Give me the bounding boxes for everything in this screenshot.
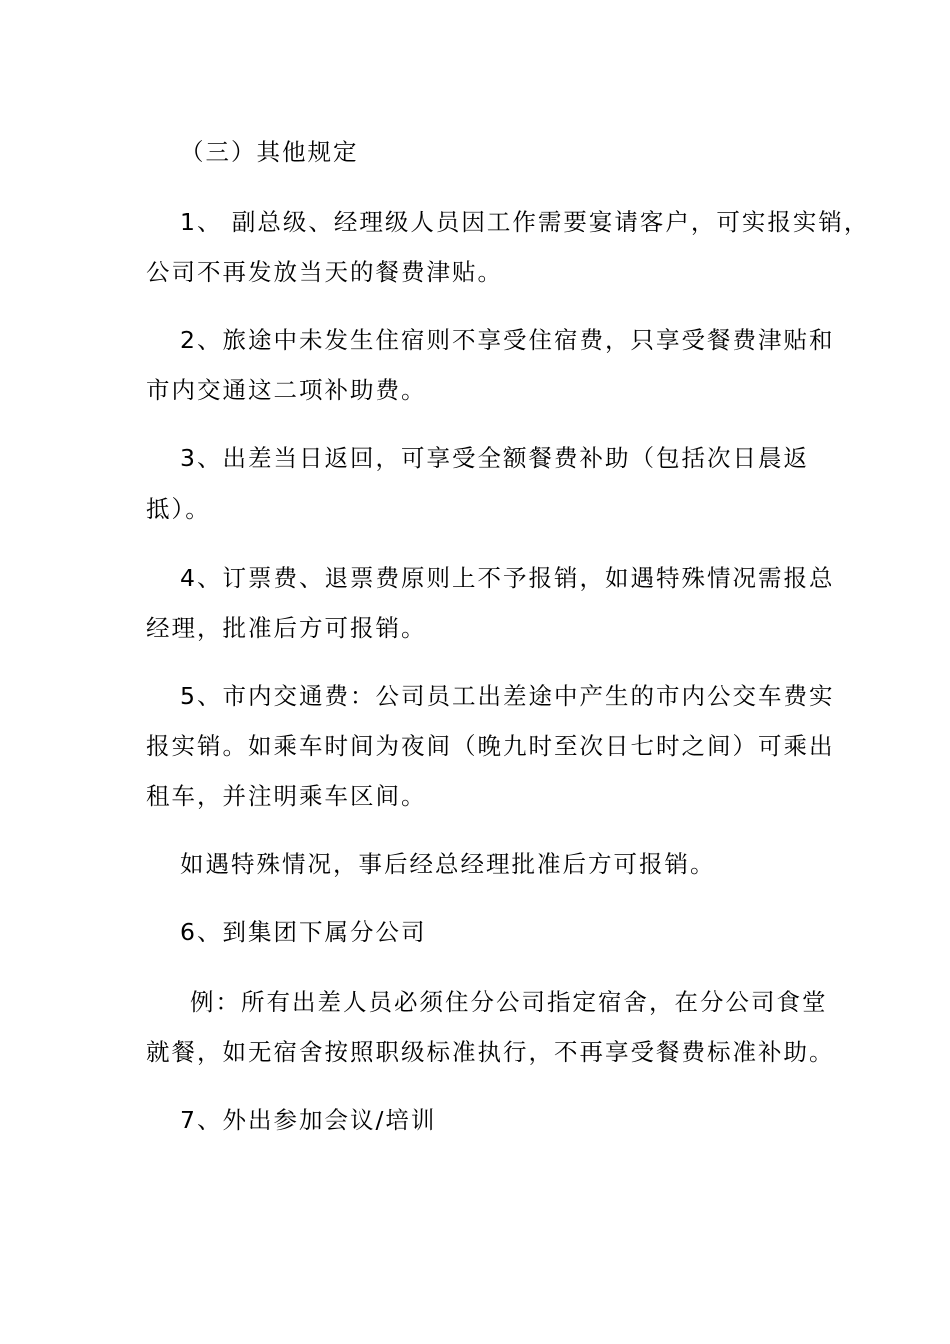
paragraph-line: 抵）。 bbox=[146, 495, 211, 523]
paragraph-line: 报实销。如乘车时间为夜间（晚九时至次日七时之间）可乘出 bbox=[146, 732, 835, 760]
paragraph-line: 1、 副总级、经理级人员因工作需要宴请客户，可实报实销， bbox=[180, 208, 870, 236]
paragraph-line: 6、到集团下属分公司 bbox=[180, 918, 427, 946]
paragraph-line: 市内交通这二项补助费。 bbox=[146, 376, 427, 404]
paragraph-line: 经理，批准后方可报销。 bbox=[146, 614, 427, 642]
paragraph-line: 公司不再发放当天的餐费津贴。 bbox=[146, 258, 503, 286]
paragraph-line: 例：所有出差人员必须住分公司指定宿舍，在分公司食堂 bbox=[190, 988, 828, 1016]
paragraph-line: 租车，并注明乘车区间。 bbox=[146, 782, 427, 810]
paragraph-line: 5、市内交通费：公司员工出差途中产生的市内公交车费实 bbox=[180, 682, 835, 710]
paragraph-line: 7、外出参加会议/培训 bbox=[180, 1106, 437, 1134]
section-heading: （三）其他规定 bbox=[180, 138, 359, 166]
paragraph-line: 4、订票费、退票费原则上不予报销，如遇特殊情况需报总 bbox=[180, 564, 835, 592]
paragraph-line: 2、旅途中未发生住宿则不享受住宿费，只享受餐费津贴和 bbox=[180, 326, 835, 354]
paragraph-line: 如遇特殊情况，事后经总经理批准后方可报销。 bbox=[180, 850, 716, 878]
paragraph-line: 3、出差当日返回，可享受全额餐费补助（包括次日晨返 bbox=[180, 444, 809, 472]
paragraph-line: 就餐，如无宿舍按照职级标准执行，不再享受餐费标准补助。 bbox=[146, 1038, 835, 1066]
